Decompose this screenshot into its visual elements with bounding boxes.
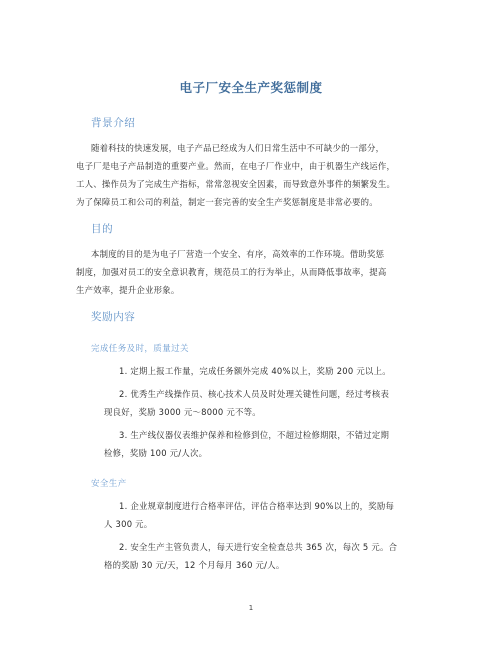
rewards-heading: 奖励内容 bbox=[91, 311, 136, 323]
rewards-sub2-item-2-line-1: 2. 安全生产主管负责人，每天进行安全检查总共 365 次，每次 5 元。合 bbox=[119, 542, 398, 552]
rewards-sub2-item-2-line-2: 格的奖励 30 元/天，12 个月每月 360 元/人。 bbox=[104, 560, 285, 570]
rewards-sub2-item-1-line-2: 人 300 元。 bbox=[104, 519, 153, 529]
purpose-line-3: 生产效率，提升企业形象。 bbox=[76, 285, 180, 295]
background-line-1: 随着科技的快速发展，电子产品已经成为人们日常生活中不可缺少的一部分， bbox=[91, 143, 385, 153]
background-line-2: 电子厂是电子产品制造的重要产业。然而，在电子厂作业中，由于机器生产线运作， bbox=[76, 161, 396, 171]
rewards-sub1-item-2-line-2: 现良好，奖励 3000 元～8000 元不等。 bbox=[104, 407, 261, 417]
background-heading: 背景介绍 bbox=[91, 117, 136, 129]
background-line-3: 工人、操作员为了完成生产指标，常常忽视安全因素，而导致意外事件的频繁发生。 bbox=[76, 179, 396, 189]
rewards-sub1-item-3-line-1: 3. 生产线仪器仪表维护保养和检修到位，不超过检修期限，不错过定期 bbox=[119, 430, 390, 440]
purpose-line-2: 制度，加强对员工的安全意识教育，规范员工的行为举止，从而降低事故率，提高 bbox=[76, 267, 387, 277]
rewards-sub1-item-3-line-2: 检修，奖励 100 元/人次。 bbox=[104, 448, 208, 458]
rewards-sub1-heading: 完成任务及时，质量过关 bbox=[91, 344, 189, 354]
rewards-sub2-heading: 安全生产 bbox=[91, 479, 127, 489]
purpose-heading: 目的 bbox=[91, 223, 114, 235]
document-title: 电子厂安全生产奖惩制度 bbox=[179, 80, 323, 95]
rewards-sub1-item-1: 1. 定期上报工作量，完成任务额外完成 40%以上，奖励 200 元以上。 bbox=[119, 366, 391, 376]
purpose-line-1: 本制度的目的是为电子厂营造一个安全、有序，高效率的工作环境。借助奖惩 bbox=[91, 249, 385, 259]
rewards-sub2-item-1-line-1: 1. 企业规章制度进行合格率评估，评估合格率达到 90%以上的，奖励每 bbox=[119, 501, 395, 511]
background-line-4: 为了保障员工和公司的利益，制定一套完善的安全生产奖惩制度是非常必要的。 bbox=[76, 197, 378, 207]
rewards-sub1-item-2-line-1: 2. 优秀生产线操作员、核心技术人员及时处理关键性问题，经过考核表 bbox=[119, 389, 390, 399]
page-number: 1 bbox=[248, 604, 254, 612]
